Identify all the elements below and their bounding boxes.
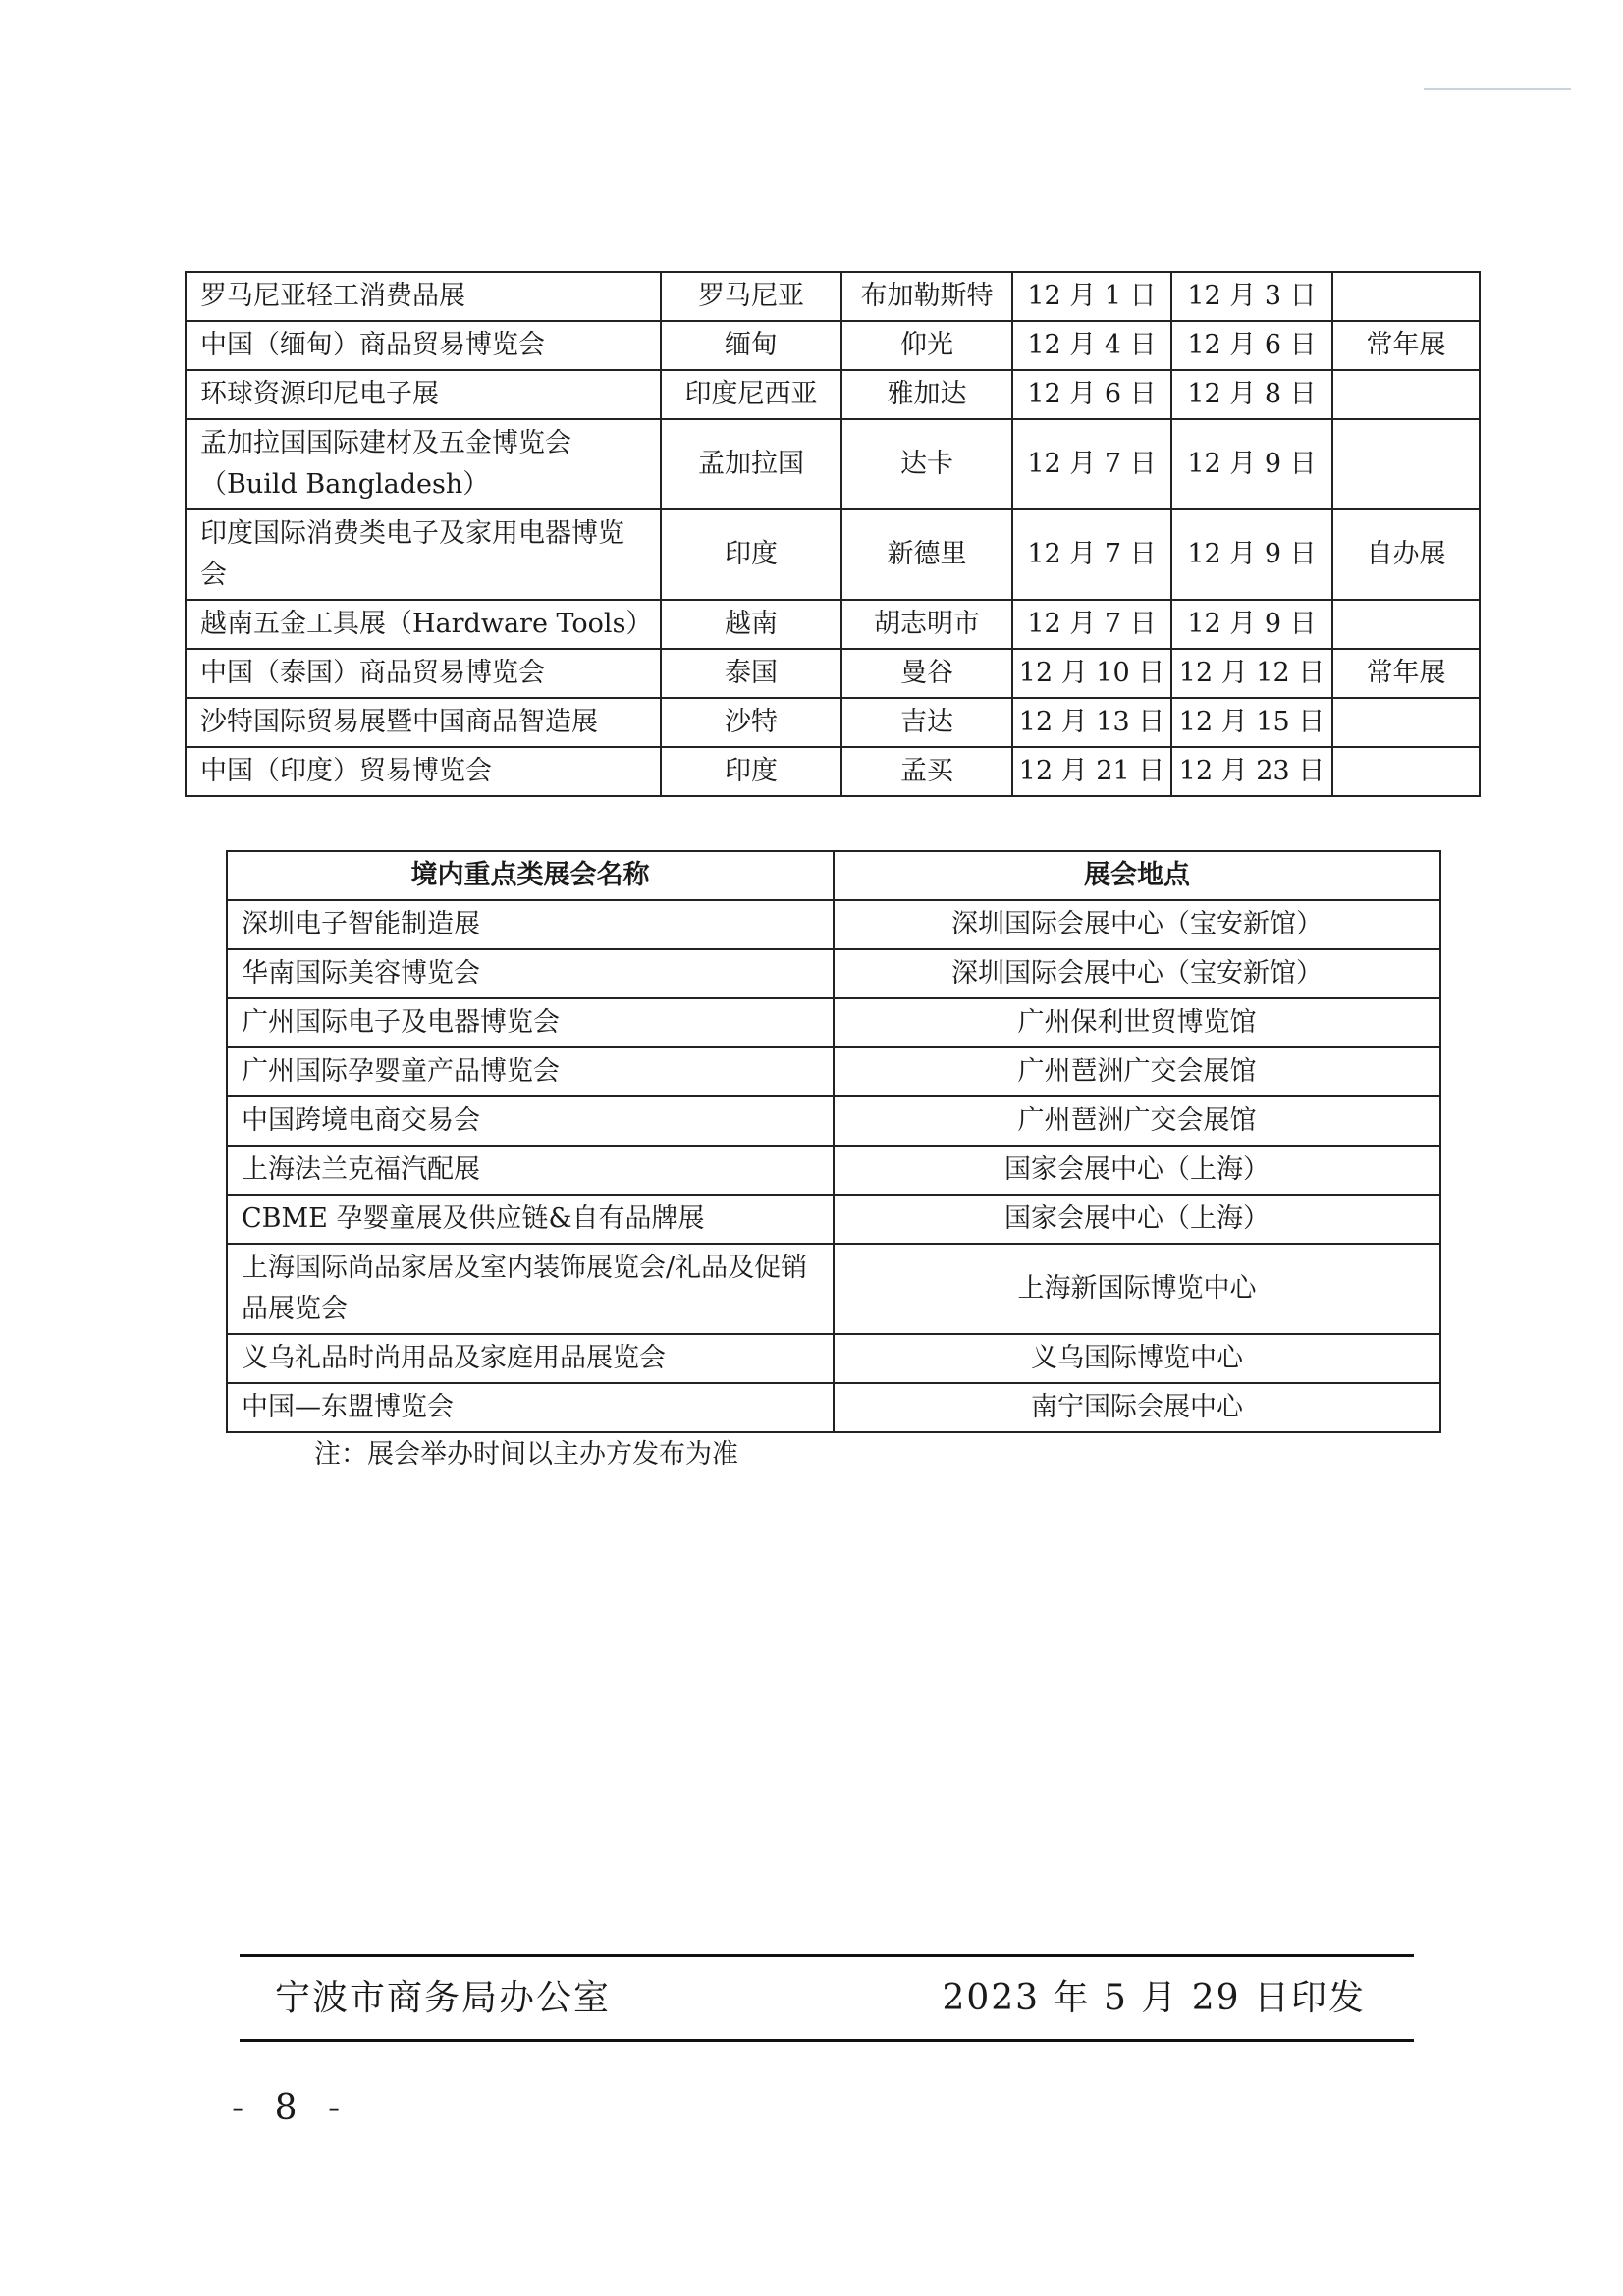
exhibition-end-date: 12 月 9 日 — [1171, 509, 1332, 600]
column-header-name: 境内重点类展会名称 — [227, 851, 834, 900]
exhibition-name: 印度国际消费类电子及家用电器博览会 — [186, 509, 661, 600]
exhibition-city: 雅加达 — [841, 370, 1012, 419]
exhibition-name: 罗马尼亚轻工消费品展 — [186, 272, 661, 321]
exhibition-name: 华南国际美容博览会 — [227, 949, 834, 998]
exhibition-city: 吉达 — [841, 698, 1012, 747]
exhibition-city: 孟买 — [841, 747, 1012, 796]
exhibition-note: 常年展 — [1332, 649, 1480, 698]
exhibition-name: 广州国际孕婴童产品博览会 — [227, 1047, 834, 1096]
table-row — [186, 649, 1480, 698]
issue-date: 2023 年 5 月 29 日印发 — [942, 1978, 1366, 2018]
table-row — [186, 747, 1480, 796]
exhibition-city: 新德里 — [841, 509, 1012, 600]
exhibition-end-date: 12 月 3 日 — [1171, 272, 1332, 321]
exhibition-note — [1332, 370, 1480, 419]
exhibition-name: 中国（泰国）商品贸易博览会 — [186, 649, 661, 698]
table-footnote: 注：展会举办时间以主办方发布为准 — [314, 1439, 738, 1469]
exhibition-name: 广州国际电子及电器博览会 — [227, 998, 834, 1047]
domestic-exhibitions-table — [226, 850, 1441, 1433]
exhibition-note: 常年展 — [1332, 321, 1480, 370]
exhibition-city: 布加勒斯特 — [841, 272, 1012, 321]
footer-rule-top — [240, 1954, 1414, 1957]
exhibition-country: 沙特 — [661, 698, 841, 747]
footer-rule-bottom — [240, 2039, 1414, 2042]
exhibition-start-date: 12 月 21 日 — [1012, 747, 1171, 796]
table-row — [227, 1195, 1440, 1244]
exhibition-note — [1332, 600, 1480, 649]
exhibition-venue: 上海新国际博览中心 — [834, 1244, 1440, 1334]
exhibition-end-date: 12 月 8 日 — [1171, 370, 1332, 419]
exhibition-city: 仰光 — [841, 321, 1012, 370]
exhibition-start-date: 12 月 7 日 — [1012, 509, 1171, 600]
exhibition-start-date: 12 月 13 日 — [1012, 698, 1171, 747]
exhibition-country: 罗马尼亚 — [661, 272, 841, 321]
exhibition-end-date: 12 月 6 日 — [1171, 321, 1332, 370]
exhibition-name: 越南五金工具展（Hardware Tools） — [186, 600, 661, 649]
column-header-venue: 展会地点 — [834, 851, 1440, 900]
page-number: - 8 - — [232, 2088, 351, 2128]
exhibition-note — [1332, 747, 1480, 796]
exhibition-name: 中国跨境电商交易会 — [227, 1096, 834, 1146]
exhibition-start-date: 12 月 1 日 — [1012, 272, 1171, 321]
table-row — [227, 1096, 1440, 1146]
exhibition-start-date: 12 月 6 日 — [1012, 370, 1171, 419]
exhibition-name: 中国（缅甸）商品贸易博览会 — [186, 321, 661, 370]
exhibition-venue: 广州琶洲广交会展馆 — [834, 1096, 1440, 1146]
exhibition-name: 孟加拉国国际建材及五金博览会（Build Bangladesh） — [186, 419, 661, 509]
exhibition-name: 深圳电子智能制造展 — [227, 900, 834, 949]
exhibition-end-date: 12 月 15 日 — [1171, 698, 1332, 747]
exhibition-name: 沙特国际贸易展暨中国商品智造展 — [186, 698, 661, 747]
exhibition-end-date: 12 月 23 日 — [1171, 747, 1332, 796]
issuing-office: 宁波市商务局办公室 — [275, 1978, 612, 2018]
table-row — [227, 1146, 1440, 1195]
exhibition-name: 中国—东盟博览会 — [227, 1383, 834, 1432]
exhibition-name: 环球资源印尼电子展 — [186, 370, 661, 419]
exhibition-start-date: 12 月 4 日 — [1012, 321, 1171, 370]
table-row — [227, 998, 1440, 1047]
exhibition-venue: 义乌国际博览中心 — [834, 1334, 1440, 1383]
table-row — [227, 1047, 1440, 1096]
exhibition-note — [1332, 419, 1480, 509]
table-header-row — [227, 851, 1440, 900]
table-row — [227, 949, 1440, 998]
international-exhibitions-table — [185, 271, 1481, 797]
exhibition-note — [1332, 698, 1480, 747]
exhibition-venue: 深圳国际会展中心（宝安新馆） — [834, 949, 1440, 998]
table-row — [186, 272, 1480, 321]
exhibition-name: 上海法兰克福汽配展 — [227, 1146, 834, 1195]
exhibition-venue: 国家会展中心（上海） — [834, 1195, 1440, 1244]
scan-artifact-line — [1424, 88, 1571, 90]
exhibition-venue: 南宁国际会展中心 — [834, 1383, 1440, 1432]
exhibition-name: 上海国际尚品家居及室内装饰展览会/礼品及促销品展览会 — [227, 1244, 834, 1334]
exhibition-venue: 广州保利世贸博览馆 — [834, 998, 1440, 1047]
exhibition-end-date: 12 月 9 日 — [1171, 600, 1332, 649]
exhibition-country: 孟加拉国 — [661, 419, 841, 509]
table-row — [227, 1383, 1440, 1432]
exhibition-city: 胡志明市 — [841, 600, 1012, 649]
exhibition-end-date: 12 月 12 日 — [1171, 649, 1332, 698]
table-row — [186, 600, 1480, 649]
exhibition-note — [1332, 272, 1480, 321]
table-row — [186, 509, 1480, 600]
table-row — [186, 321, 1480, 370]
table-row — [227, 1334, 1440, 1383]
exhibition-end-date: 12 月 9 日 — [1171, 419, 1332, 509]
table-row — [186, 698, 1480, 747]
table-row — [227, 1244, 1440, 1334]
exhibition-note: 自办展 — [1332, 509, 1480, 600]
exhibition-country: 缅甸 — [661, 321, 841, 370]
exhibition-name: CBME 孕婴童展及供应链&自有品牌展 — [227, 1195, 834, 1244]
exhibition-start-date: 12 月 7 日 — [1012, 419, 1171, 509]
exhibition-start-date: 12 月 7 日 — [1012, 600, 1171, 649]
table-row — [186, 370, 1480, 419]
exhibition-country: 印度 — [661, 747, 841, 796]
exhibition-venue: 深圳国际会展中心（宝安新馆） — [834, 900, 1440, 949]
exhibition-start-date: 12 月 10 日 — [1012, 649, 1171, 698]
exhibition-country: 印度 — [661, 509, 841, 600]
table-row — [227, 900, 1440, 949]
table-row — [186, 419, 1480, 509]
exhibition-country: 泰国 — [661, 649, 841, 698]
exhibition-name: 义乌礼品时尚用品及家庭用品展览会 — [227, 1334, 834, 1383]
exhibition-name: 中国（印度）贸易博览会 — [186, 747, 661, 796]
exhibition-venue: 国家会展中心（上海） — [834, 1146, 1440, 1195]
exhibition-city: 达卡 — [841, 419, 1012, 509]
exhibition-country: 越南 — [661, 600, 841, 649]
exhibition-country: 印度尼西亚 — [661, 370, 841, 419]
exhibition-venue: 广州琶洲广交会展馆 — [834, 1047, 1440, 1096]
exhibition-city: 曼谷 — [841, 649, 1012, 698]
